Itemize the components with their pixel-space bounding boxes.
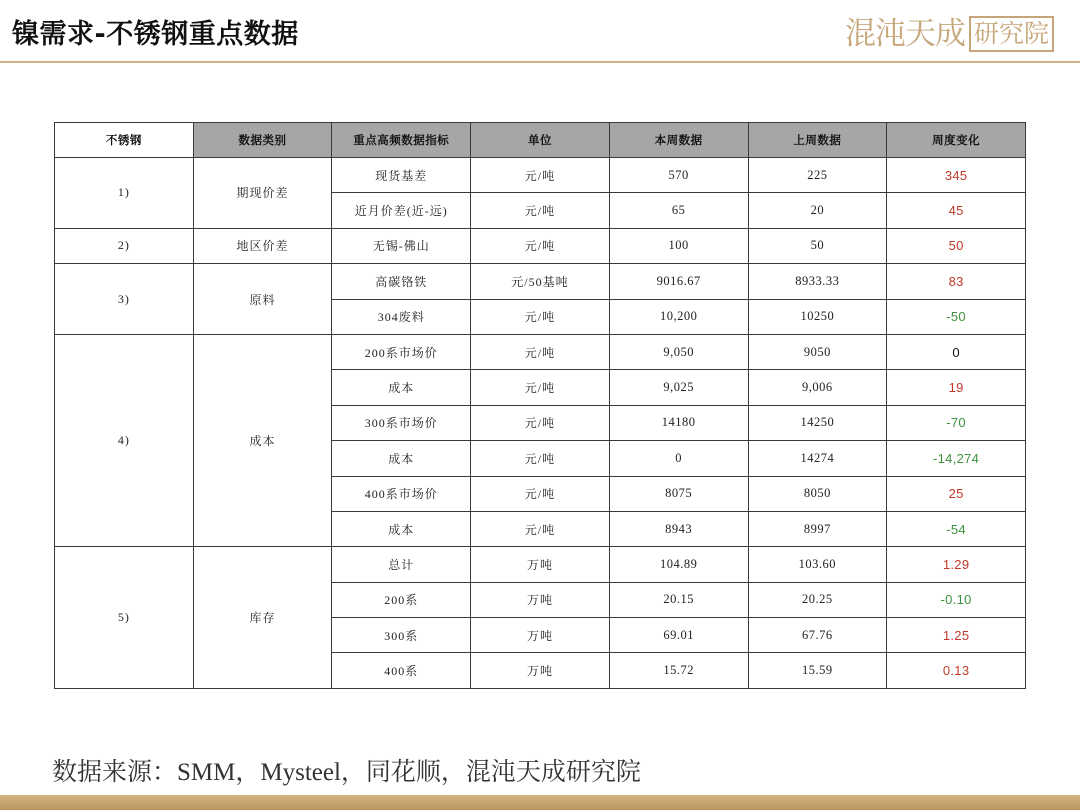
indicator-cell: 高碳铬铁: [332, 264, 471, 299]
column-header: 周度变化: [887, 123, 1026, 158]
table-header-row: [55, 123, 1026, 158]
this-week-cell: 100: [609, 228, 748, 263]
indicator-cell: 400系市场价: [332, 476, 471, 511]
this-week-cell: 20.15: [609, 582, 748, 617]
logo-text: 混沌天成: [845, 16, 965, 52]
last-week-cell: 14274: [748, 441, 887, 476]
last-week-cell: 103.60: [748, 547, 887, 582]
change-cell: -0.10: [887, 582, 1026, 617]
group-index-cell: 2): [55, 228, 194, 263]
unit-cell: 万吨: [471, 582, 610, 617]
this-week-cell: 15.72: [609, 653, 748, 688]
this-week-cell: 9016.67: [609, 264, 748, 299]
group-index-cell: 1): [55, 158, 194, 229]
category-cell: 期现价差: [193, 158, 332, 229]
last-week-cell: 67.76: [748, 618, 887, 653]
table-body: [55, 158, 1026, 689]
table-row: [55, 228, 1026, 263]
change-cell: 1.25: [887, 618, 1026, 653]
column-header: 重点高频数据指标: [332, 123, 471, 158]
change-cell: 1.29: [887, 547, 1026, 582]
change-cell: 0: [887, 334, 1026, 369]
header-divider: [0, 61, 1080, 63]
this-week-cell: 0: [609, 441, 748, 476]
unit-cell: 万吨: [471, 618, 610, 653]
indicator-cell: 200系: [332, 582, 471, 617]
change-cell: 25: [887, 476, 1026, 511]
this-week-cell: 10,200: [609, 299, 748, 334]
this-week-cell: 104.89: [609, 547, 748, 582]
indicator-cell: 300系: [332, 618, 471, 653]
group-index-cell: 4): [55, 334, 194, 546]
column-header: 上周数据: [748, 123, 887, 158]
unit-cell: 元/吨: [471, 511, 610, 546]
indicator-cell: 成本: [332, 441, 471, 476]
this-week-cell: 69.01: [609, 618, 748, 653]
change-cell: -50: [887, 299, 1026, 334]
unit-cell: 元/吨: [471, 228, 610, 263]
indicator-cell: 成本: [332, 370, 471, 405]
logo-boxed-text: 研究院: [969, 16, 1054, 52]
last-week-cell: 50: [748, 228, 887, 263]
indicator-cell: 200系市场价: [332, 334, 471, 369]
unit-cell: 元/吨: [471, 370, 610, 405]
this-week-cell: 9,050: [609, 334, 748, 369]
change-cell: 50: [887, 228, 1026, 263]
last-week-cell: 10250: [748, 299, 887, 334]
last-week-cell: 9050: [748, 334, 887, 369]
this-week-cell: 570: [609, 158, 748, 193]
unit-cell: 万吨: [471, 547, 610, 582]
column-header: 本周数据: [609, 123, 748, 158]
this-week-cell: 8943: [609, 511, 748, 546]
page-title: 镍需求-不锈钢重点数据: [12, 19, 299, 50]
indicator-cell: 近月价差(近-远): [332, 193, 471, 228]
change-cell: 345: [887, 158, 1026, 193]
last-week-cell: 8050: [748, 476, 887, 511]
unit-cell: 元/吨: [471, 299, 610, 334]
last-week-cell: 8933.33: [748, 264, 887, 299]
unit-cell: 元/吨: [471, 193, 610, 228]
this-week-cell: 14180: [609, 405, 748, 440]
indicator-cell: 总计: [332, 547, 471, 582]
group-index-cell: 5): [55, 547, 194, 689]
footer-bar: [0, 795, 1080, 810]
last-week-cell: 9,006: [748, 370, 887, 405]
unit-cell: 万吨: [471, 653, 610, 688]
indicator-cell: 现货基差: [332, 158, 471, 193]
brand-logo: [845, 14, 1054, 54]
unit-cell: 元/吨: [471, 405, 610, 440]
change-cell: 45: [887, 193, 1026, 228]
change-cell: 0.13: [887, 653, 1026, 688]
group-index-cell: 3): [55, 264, 194, 335]
table-row: [55, 158, 1026, 193]
column-header: 单位: [471, 123, 610, 158]
category-cell: 原料: [193, 264, 332, 335]
unit-cell: 元/吨: [471, 334, 610, 369]
category-cell: 成本: [193, 334, 332, 546]
data-table: [54, 122, 1026, 689]
last-week-cell: 20: [748, 193, 887, 228]
change-cell: -54: [887, 511, 1026, 546]
this-week-cell: 9,025: [609, 370, 748, 405]
last-week-cell: 14250: [748, 405, 887, 440]
change-cell: 83: [887, 264, 1026, 299]
column-header: 数据类别: [193, 123, 332, 158]
table-row: [55, 334, 1026, 369]
indicator-cell: 300系市场价: [332, 405, 471, 440]
category-cell: 库存: [193, 547, 332, 689]
unit-cell: 元/吨: [471, 441, 610, 476]
unit-cell: 元/50基吨: [471, 264, 610, 299]
table-row: [55, 547, 1026, 582]
table-row: [55, 264, 1026, 299]
indicator-cell: 无锡-佛山: [332, 228, 471, 263]
indicator-cell: 成本: [332, 511, 471, 546]
source-note: 数据来源：SMM，Mysteel，同花顺，混沌天成研究院: [52, 759, 641, 786]
last-week-cell: 15.59: [748, 653, 887, 688]
category-cell: 地区价差: [193, 228, 332, 263]
change-cell: -14,274: [887, 441, 1026, 476]
last-week-cell: 225: [748, 158, 887, 193]
change-cell: -70: [887, 405, 1026, 440]
unit-cell: 元/吨: [471, 476, 610, 511]
change-cell: 19: [887, 370, 1026, 405]
this-week-cell: 8075: [609, 476, 748, 511]
unit-cell: 元/吨: [471, 158, 610, 193]
this-week-cell: 65: [609, 193, 748, 228]
indicator-cell: 304废料: [332, 299, 471, 334]
last-week-cell: 8997: [748, 511, 887, 546]
last-week-cell: 20.25: [748, 582, 887, 617]
column-header: 不锈钢: [55, 123, 194, 158]
indicator-cell: 400系: [332, 653, 471, 688]
